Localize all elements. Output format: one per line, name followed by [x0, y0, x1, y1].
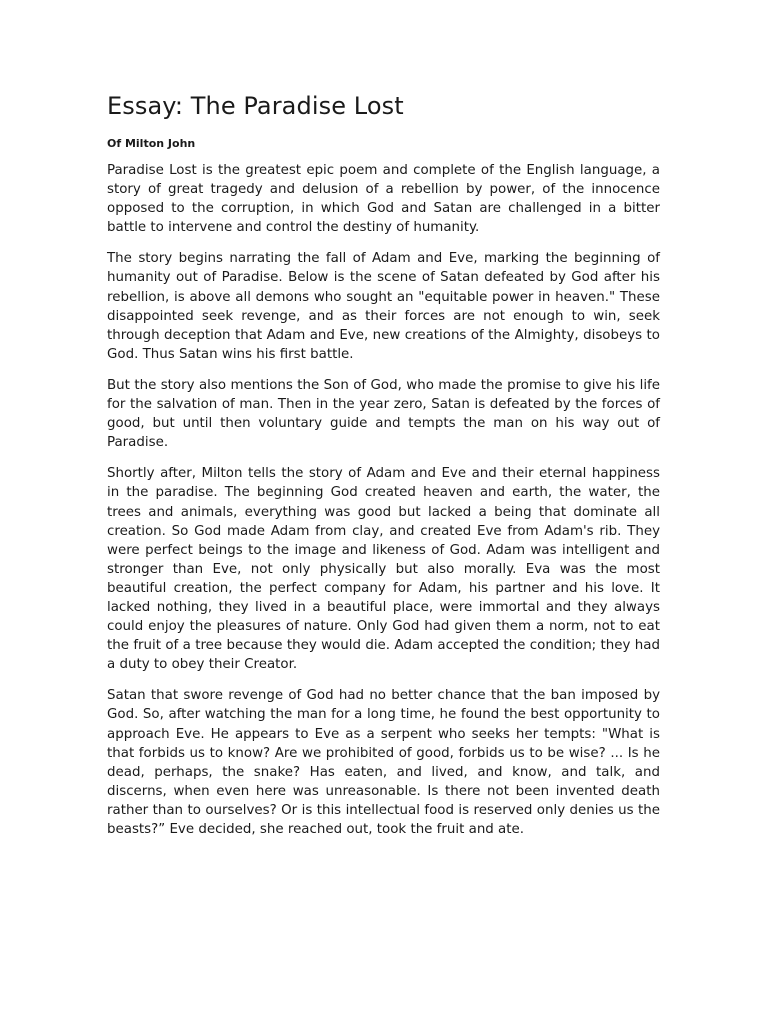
paragraph-1: Paradise Lost is the greatest epic poem and complete of the English language, a story of great tragedy and delusion of a rebellion by power, of the innocence opposed to the corruption, in which God and Satan are challenged in a bitter battle to intervene and control the destiny of humanity.	[107, 163, 660, 236]
paragraph-3: But the story also mentions the Son of God, who made the promise to give his life for the salvation of man. Then in the year zero, Satan is defeated by the forces of good, but until then voluntary guide and tempts the man on his way out of Paradise.	[107, 377, 660, 451]
paragraph-2: The story begins narrating the fall of Adam and Eve, marking the beginning of humanity out of Paradise. Below is the scene of Satan defeated by God after his rebellion, is above all demons who sought an "equitable power in heaven." These disappointed seek revenge, and as their forces are not enough to win, seek through deception that Adam and Eve, new creations of the Almighty, disobeys to God. Thus Satan wins his first battle.	[107, 251, 660, 362]
document-author: Of Milton John	[107, 137, 196, 150]
paragraph-5: Satan that swore revenge of God had no better chance that the ban imposed by God. So, after watching the man for a long time, he found the best opportunity to approach Eve. He appears to Eve as a serpent who seeks her tempts: "What is that forbids us to know? Are we prohibited of good, forbids us to be wise? ... Is he dead, perhaps, the snake? Has eaten, and lived, and know, and talk, and discerns, when even here was unreasonable. Is there not been invented death rather than to ourselves? Or is this intellectual food is reserved only denies us the beasts?” Eve decided, she reached out, took the fruit and ate.	[107, 688, 660, 837]
paragraph-4: Shortly after, Milton tells the story of Adam and Eve and their eternal happiness in the paradise. The beginning God created heaven and earth, the water, the trees and animals, everything was good but lacked a being that dominate all creation. So God made Adam from clay, and created Eve from Adam's rib. They were perfect beings to the image and likeness of God. Adam was intelligent and stronger than Eve, not only physically but also morally. Eva was the most beautiful creation, the perfect company for Adam, his partner and his love. It lacked nothing, they lived in a beautiful place, were immortal and they always could enjoy the pleasures of nature. Only God had given them a norm, not to eat the fruit of a tree because they would die. Adam accepted the condition; they had a duty to obey their Creator.	[107, 466, 660, 673]
document-title: Essay: The Paradise Lost	[107, 92, 404, 120]
document-page	[107, 88, 660, 839]
